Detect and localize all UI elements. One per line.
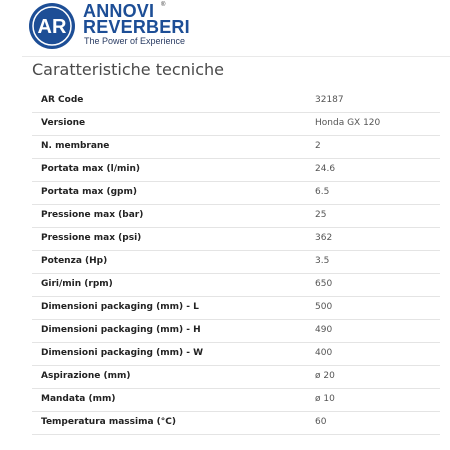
- spec-value: 2: [315, 141, 321, 151]
- spec-label: Dimensioni packaging (mm) - W: [41, 348, 204, 358]
- brand-name-line1: ANNOVI: [83, 1, 155, 21]
- spec-row: [32, 205, 440, 228]
- spec-value: Honda GX 120: [315, 118, 381, 128]
- spec-value: 60: [315, 417, 327, 427]
- specs-table: [32, 90, 440, 435]
- spec-value: 6.5: [315, 187, 330, 197]
- spec-row: [32, 366, 440, 389]
- spec-label: Aspirazione (mm): [41, 371, 131, 381]
- spec-row: [32, 90, 440, 113]
- spec-value: 32187: [315, 95, 344, 105]
- spec-label: Pressione max (bar): [41, 210, 144, 220]
- brand-tagline: The Power of Experience: [84, 36, 186, 46]
- header-divider: [22, 56, 450, 57]
- spec-value: 362: [315, 233, 333, 243]
- site-header: [0, 0, 450, 55]
- logo-letters: AR: [37, 16, 67, 38]
- spec-label: Portata max (l/min): [41, 164, 140, 174]
- spec-label: N. membrane: [41, 141, 110, 151]
- spec-row: [32, 389, 440, 412]
- spec-row: [32, 228, 440, 251]
- brand-name-line2: REVERBERI: [83, 17, 190, 37]
- spec-value: 650: [315, 279, 333, 289]
- spec-value: 490: [315, 325, 333, 335]
- spec-value: 400: [315, 348, 333, 358]
- spec-row: [32, 136, 440, 159]
- spec-label: Mandata (mm): [41, 394, 116, 404]
- spec-row: [32, 297, 440, 320]
- spec-label: Pressione max (psi): [41, 233, 142, 243]
- spec-label: Dimensioni packaging (mm) - H: [41, 325, 201, 335]
- spec-value: 3.5: [315, 256, 330, 266]
- spec-row: [32, 159, 440, 182]
- registered-mark: ®: [161, 2, 166, 8]
- spec-label: Dimensioni packaging (mm) - L: [41, 302, 199, 312]
- spec-value: ø 20: [315, 371, 335, 381]
- spec-value: 25: [315, 210, 327, 220]
- spec-row: [32, 182, 440, 205]
- spec-row: [32, 113, 440, 136]
- spec-label: Potenza (Hp): [41, 256, 108, 266]
- spec-value: ø 10: [315, 394, 335, 404]
- spec-row: [32, 320, 440, 343]
- spec-label: Versione: [41, 118, 86, 128]
- brand-logo-icon[interactable]: [28, 2, 76, 50]
- spec-row: [32, 412, 440, 435]
- spec-value: 500: [315, 302, 333, 312]
- spec-label: Temperatura massima (°C): [41, 417, 177, 427]
- spec-row: [32, 343, 440, 366]
- spec-row: [32, 251, 440, 274]
- spec-label: Giri/min (rpm): [41, 279, 113, 289]
- spec-value: 24.6: [315, 164, 336, 174]
- section-title: Caratteristiche tecniche: [32, 60, 224, 79]
- spec-label: AR Code: [41, 95, 84, 105]
- spec-label: Portata max (gpm): [41, 187, 137, 197]
- spec-row: [32, 274, 440, 297]
